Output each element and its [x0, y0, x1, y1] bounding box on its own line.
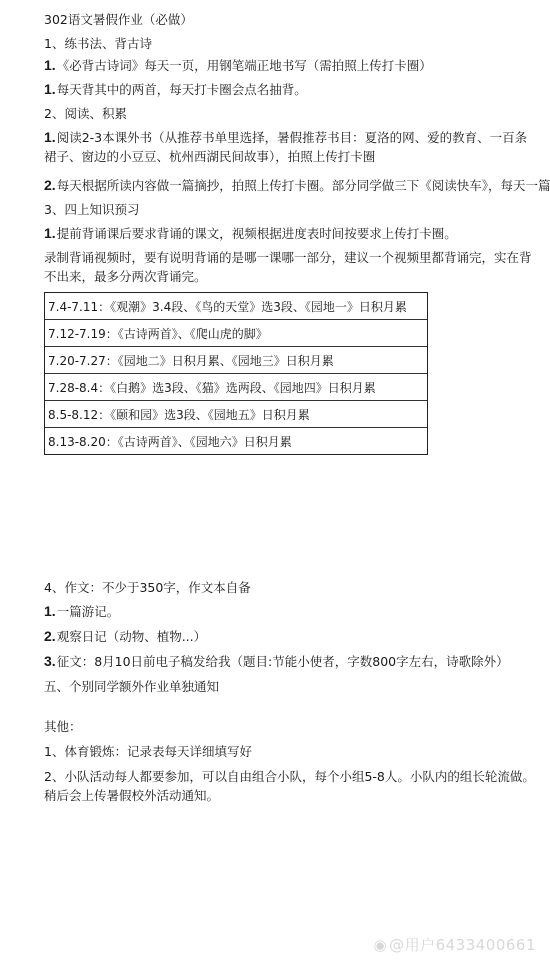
document-title: 302语文暑假作业（必做）: [44, 12, 193, 27]
table-row: [45, 347, 427, 374]
date-range: 7.12-7.19：: [48, 326, 118, 341]
section-1-heading: 1、练书法、背古诗: [44, 36, 152, 51]
section-1-item-1: [44, 56, 536, 75]
section-2-item-2: [44, 176, 550, 195]
section-4-item-2: [44, 627, 536, 646]
section-5-heading: 五、个别同学额外作业单独通知: [44, 679, 220, 694]
recitation-schedule-table: [44, 292, 428, 455]
other-item-2: 2、小队活动每人都要参加，可以自由组合小队，每个小组5-8人。小队内的组长轮流做。稍后会上传暑假校外活动通知。: [44, 769, 535, 803]
recitation-content: 《白鹅》选3段、《猫》选两段、《园地四》日积月累: [110, 380, 376, 395]
item-text: 每天根据所读内容做一篇摘抄，拍照上传打卡圈。部分同学做三下《阅读快车》，每天一篇: [56, 178, 550, 193]
recitation-content: 《颐和园》选3段、《园地五》日积月累: [110, 407, 310, 422]
date-range: 7.4-7.11：: [48, 299, 111, 314]
item-text: 每天背其中的两首，每天打卡圈会点名抽背。: [56, 82, 307, 97]
section-4-heading: 4、作文：不少于350字，作文本自备: [44, 580, 251, 595]
item-text: 《必背古诗词》每天一页，用钢笔端正地书写（需拍照上传打卡圈）: [56, 58, 432, 73]
item-number: 1.: [44, 129, 56, 145]
recitation-content: 《古诗两首》、《爬山虎的脚》: [117, 326, 268, 341]
item-number: 2.: [44, 628, 56, 644]
recitation-content: 《观潮》3.4段、《鸟的天堂》选3段、《园地一》日积月累: [110, 299, 407, 314]
item-number: 3.: [44, 653, 56, 669]
schedule-cell: [45, 347, 427, 374]
item-text: 提前背诵课后要求背诵的课文，视频根据进度表时间按要求上传打卡圈。: [56, 226, 457, 241]
date-range: 8.5-8.12：: [48, 407, 111, 422]
table-row: [45, 401, 427, 428]
other-heading: 其他：: [44, 719, 82, 734]
section-3-item-1: [44, 224, 536, 243]
item-number: 1.: [44, 603, 56, 619]
section-2-heading: 2、阅读、积累: [44, 106, 127, 121]
item-number: 2.: [44, 177, 56, 193]
item-text: 征文：8月10日前电子稿发给我（题目:节能小使者，字数800字左右，诗歌除外）: [56, 654, 509, 669]
item-number: 1.: [44, 57, 56, 73]
item-number: 1.: [44, 81, 56, 97]
schedule-cell: [45, 401, 427, 428]
recitation-content: 《园地二》日积月累、《园地三》日积月累: [117, 353, 334, 368]
schedule-cell: [45, 428, 427, 455]
item-text: 观察日记（动物、植物...）: [56, 629, 207, 644]
date-range: 8.13-8.20：: [48, 434, 118, 449]
weibo-watermark: [373, 934, 536, 955]
table-row: [45, 428, 427, 455]
section-3-heading: 3、四上知识预习: [44, 202, 140, 217]
section-4-item-1: [44, 602, 536, 621]
section-4-item-3: [44, 652, 536, 671]
weibo-logo-icon: ◉: [373, 936, 388, 954]
date-range: 7.20-7.27：: [48, 353, 118, 368]
watermark-text: @用户6433400661: [389, 936, 536, 954]
date-range: 7.28-8.4：: [48, 380, 111, 395]
schedule-cell: [45, 293, 427, 320]
schedule-cell: [45, 320, 427, 347]
table-row: [45, 320, 427, 347]
item-text: 一篇游记。: [56, 604, 120, 619]
section-1-item-2: [44, 80, 536, 99]
section-3-note: 录制背诵视频时，要有说明背诵的是哪一课哪一部分，建议一个视频里都背诵完，实在背不出来，最多分两次背诵完。: [44, 250, 532, 284]
recitation-content: 《古诗两首》、《园地六》日积月累: [117, 434, 292, 449]
table-row: [45, 293, 427, 320]
table-row: [45, 374, 427, 401]
other-item-1: 1、体育锻炼：记录表每天详细填写好: [44, 744, 252, 759]
schedule-cell: [45, 374, 427, 401]
item-text: 阅读2-3本课外书（从推荐书单里选择，暑假推荐书目：夏洛的网、爱的教育、一百条裙子、窗边的小豆豆、杭州西湖民间故事），拍照上传打卡圈: [44, 130, 528, 164]
section-2-item-1: [44, 128, 536, 166]
item-number: 1.: [44, 225, 56, 241]
